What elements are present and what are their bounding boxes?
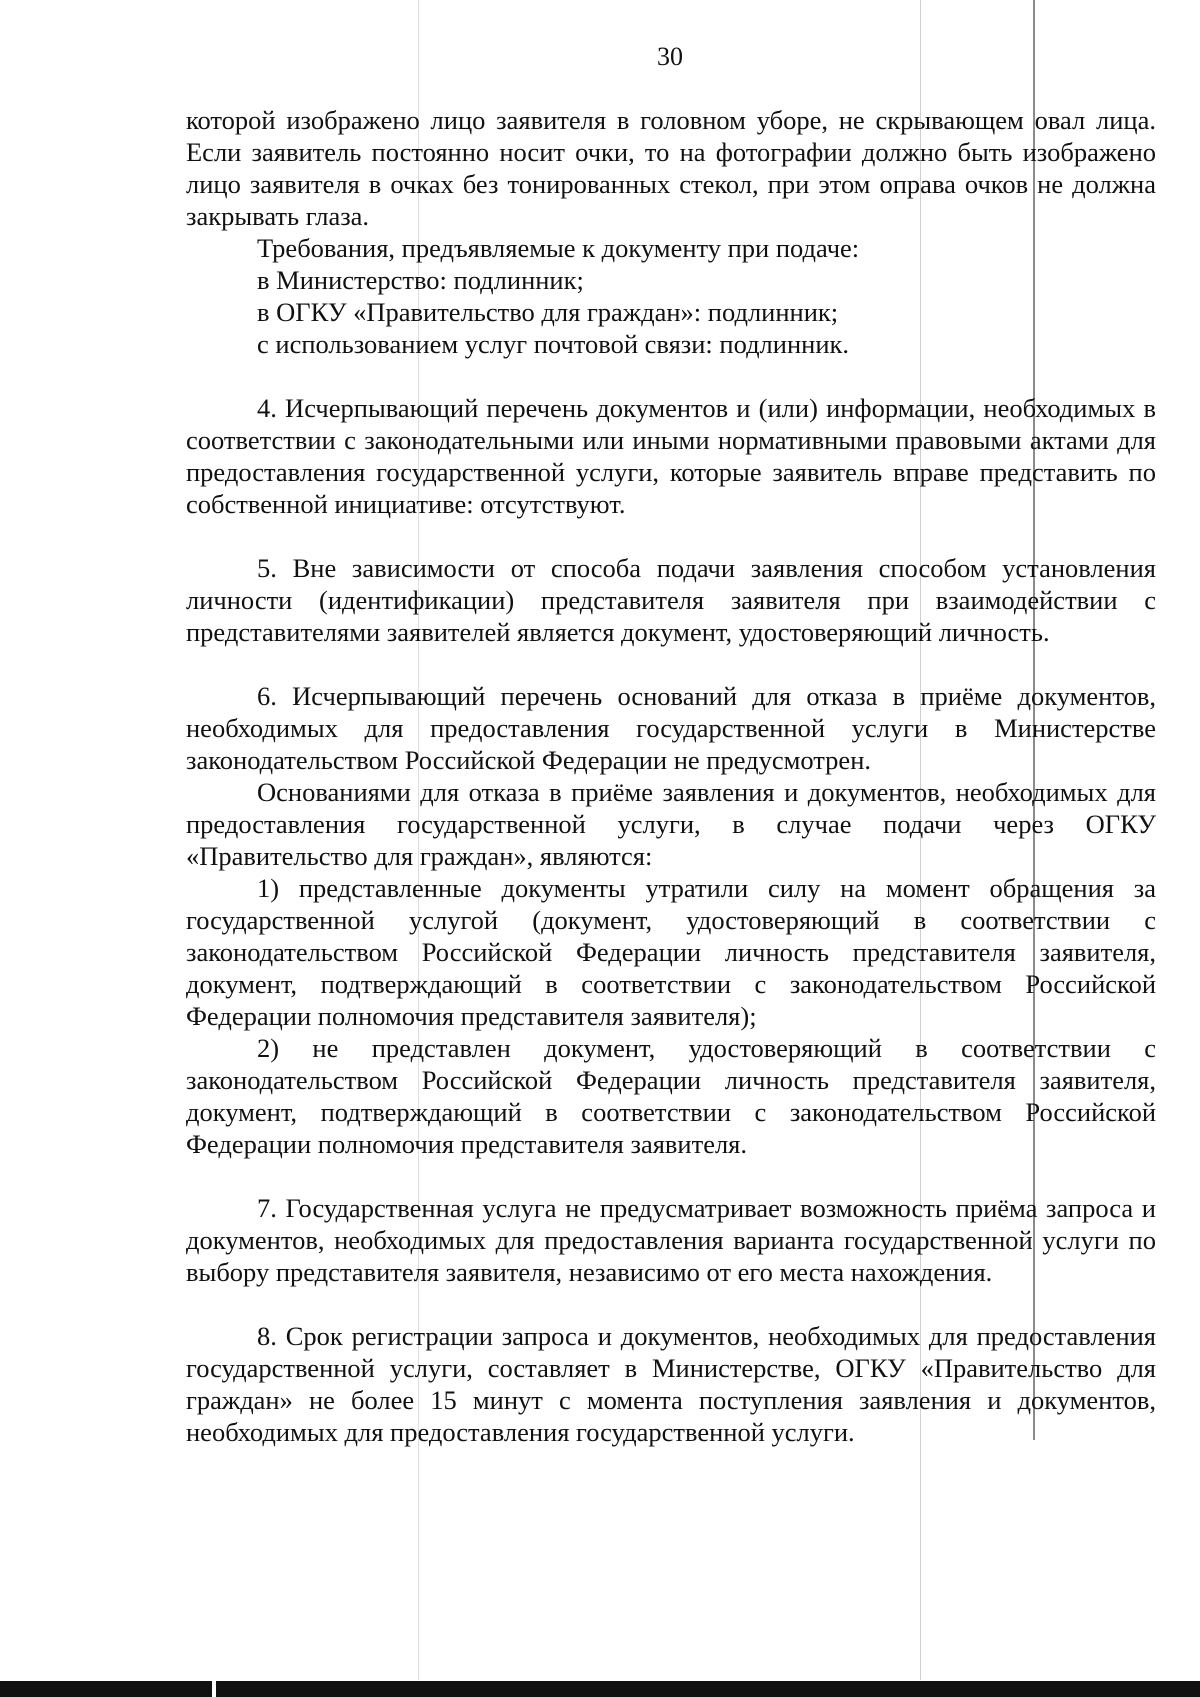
requirements-heading: Требования, предъявляемые к документу при подаче:: [257, 233, 860, 263]
scan-bottom-border-gap: [212, 1681, 216, 1697]
page-number: 30: [657, 42, 683, 71]
paragraph-6-grounds: Основаниями для отказа в приёме заявления и документов, необходимых для предоставления государственной услуги, в случае подачи через ОГКУ «Правительство для граждан», являются:: [186, 777, 1156, 871]
paragraph-4: 4. Исчерпывающий перечень документов и (или) информации, необходимых в соответствии с законодательными или иными нормативными правовыми актами для предоставления государственной услуги, которые заявитель вправе представить по собственной инициативе: отсутствуют.: [186, 393, 1156, 519]
paragraph-6-item-1: 1) представленные документы утратили силу на момент обращения за государственной услугой (документ, удостоверяющий в соответствии с законодательством Российской Федерации личность представителя заявителя, документ, подтверждающий в соответствии с законодательством Российской Федерации полномочия представителя заявителя);: [186, 873, 1156, 1031]
paragraph-7: 7. Государственная услуга не предусматривает возможность приёма запроса и документов, необходимых для предоставления варианта государственной услуги по выбору представителя заявителя, независимо от его места нахождения.: [186, 1193, 1156, 1287]
paragraph-5: 5. Вне зависимости от способа подачи заявления способом установления личности (идентификации) представителя заявителя при взаимодействии с представителями заявителей является документ, удостоверяющий личность.: [186, 553, 1156, 647]
requirement-item: с использованием услуг почтовой связи: подлинник.: [257, 329, 850, 359]
requirement-item: в ОГКУ «Правительство для граждан»: подлинник;: [257, 297, 839, 327]
paragraph-intro: которой изображено лицо заявителя в головном уборе, не скрывающем овал лица. Если заявитель постоянно носит очки, то на фотографии должно быть изображено лицо заявителя в очках без тонированных стекол, при этом оправа очков не должна закрывать глаза.: [186, 105, 1156, 231]
paragraph-gap: [186, 360, 1156, 392]
requirement-item: в Министерство: подлинник;: [257, 265, 584, 295]
paragraph-gap: [186, 1288, 1156, 1320]
paragraph-6-item-2: 2) не представлен документ, удостоверяющий в соответствии с законодательством Российской Федерации личность представителя заявителя, документ, подтверждающий в соответствии с законодательством Российской Федерации полномочия представителя заявителя.: [186, 1033, 1156, 1159]
paragraph-gap: [186, 520, 1156, 552]
document-body: [186, 104, 1156, 1448]
paragraph-6: 6. Исчерпывающий перечень оснований для отказа в приёме документов, необходимых для предоставления государственной услуги в Министерстве законодательством Российской Федерации не предусмотрен.: [186, 681, 1156, 775]
paragraph-gap: [186, 648, 1156, 680]
paragraph-8: 8. Срок регистрации запроса и документов, необходимых для предоставления государственной услуги, составляет в Министерстве, ОГКУ «Правительство для граждан» не более 15 минут с момента поступления заявления и документов, необходимых для предоставления государственной услуги.: [186, 1321, 1156, 1447]
scan-bottom-border: [0, 1681, 1200, 1697]
paragraph-gap: [186, 1160, 1156, 1192]
